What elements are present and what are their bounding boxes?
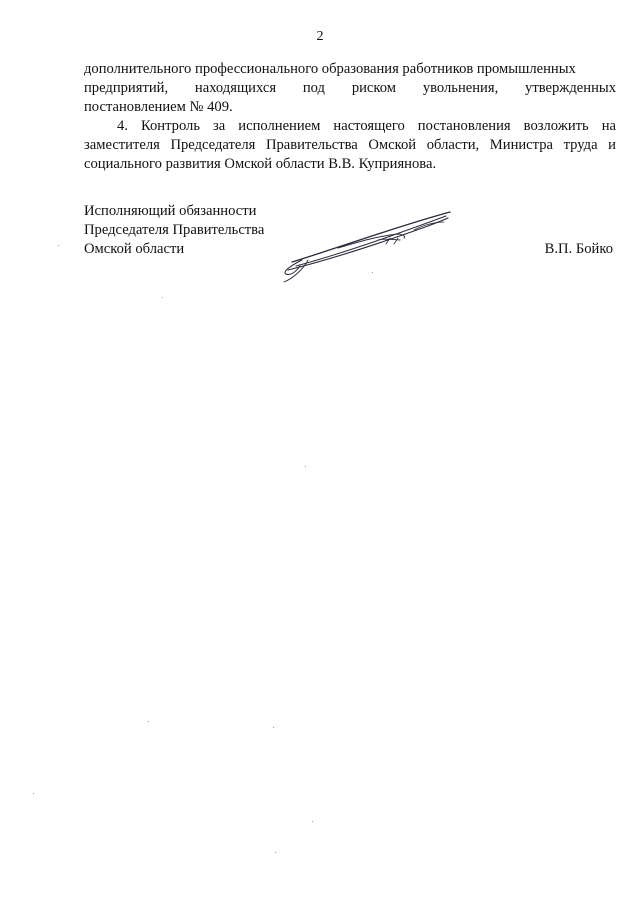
signatory-title-line-1: Исполняющий обязанности — [84, 203, 257, 219]
signatory-title — [84, 202, 264, 259]
word: утвержденных — [525, 80, 616, 96]
word: предприятий, — [84, 80, 169, 96]
word: риском — [351, 80, 396, 96]
scan-speck — [305, 466, 306, 467]
scan-speck — [33, 793, 34, 794]
signature-strokes — [284, 212, 450, 282]
scan-speck — [275, 852, 276, 853]
scan-speck — [148, 721, 149, 722]
word: находящихся — [194, 80, 277, 96]
signatory-name: В.П. Бойко — [544, 241, 613, 257]
scan-speck — [58, 245, 59, 246]
handwritten-signature — [278, 204, 463, 288]
scan-speck — [312, 821, 313, 822]
paragraph-4-line-3: социального развития Омской области В.В. Куприянова. — [84, 156, 437, 172]
word: увольнения, — [422, 80, 499, 96]
paragraph-3-line-2 — [84, 79, 616, 98]
scan-speck — [162, 297, 163, 298]
paragraph-3-line-1 — [84, 60, 616, 79]
paragraph-3-line-3: постановлением № 409. — [84, 99, 233, 115]
paragraph-4-line-1: 4. Контроль за исполнением настоящего постановления возложить на — [117, 118, 616, 134]
paragraph-4-line-2: заместителя Председателя Правительства Омской области, Министра труда и — [84, 137, 616, 153]
signatory-title-line-3: Омской области — [84, 241, 185, 257]
scan-speck — [273, 727, 274, 728]
document-body — [84, 60, 616, 174]
paragraph-3-line-1-text: дополнительного профессионального образования работников промышленных — [84, 61, 576, 77]
page-number: 2 — [316, 29, 324, 44]
scan-speck — [372, 272, 373, 273]
signatory-title-line-2: Председателя Правительства — [84, 222, 265, 238]
word: под — [302, 80, 325, 96]
paragraph-4 — [84, 117, 616, 174]
paragraph-3-continuation — [84, 60, 616, 117]
